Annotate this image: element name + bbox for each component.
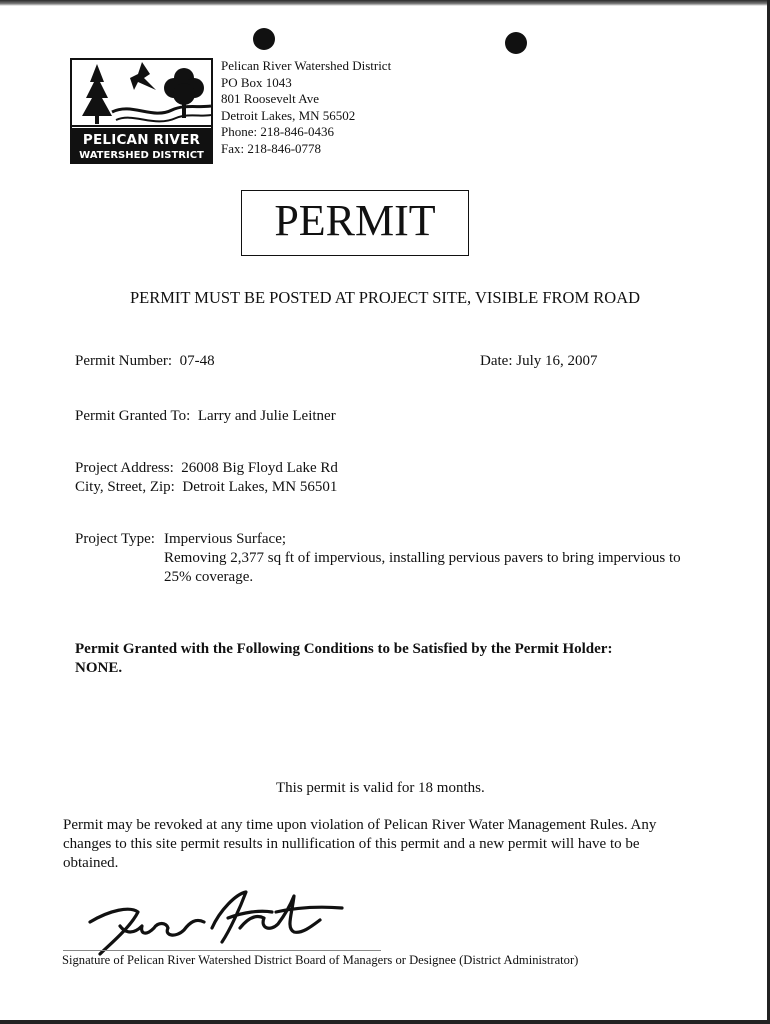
signature-caption: Signature of Pelican River Watershed District Board of Managers or Designee (District Administrator) bbox=[62, 953, 579, 967]
logo-name: PELICAN RIVER bbox=[82, 132, 201, 148]
address-line-fax: Fax: 218-846-0778 bbox=[221, 140, 322, 156]
permit-title-box bbox=[241, 190, 469, 256]
revocation-line-1: Permit may be revoked at any time upon violation of Pelican River Water Management Rules. Any bbox=[63, 817, 657, 833]
page-title: PERMIT bbox=[274, 196, 436, 245]
pelican-icon bbox=[130, 62, 156, 90]
scan-edge-bottom bbox=[0, 1020, 770, 1024]
project-city-row bbox=[75, 479, 337, 496]
conditions-heading: Permit Granted with the Following Conditions to be Satisfied by the Permit Holder: bbox=[75, 641, 613, 657]
address-line-org: Pelican River Watershed District bbox=[221, 58, 392, 73]
logo-artwork bbox=[72, 60, 211, 130]
project-city-label: City, Street, Zip: bbox=[75, 479, 175, 495]
address-line-pobox: PO Box 1043 bbox=[221, 74, 292, 90]
project-type-line-1: Impervious Surface; bbox=[164, 531, 287, 547]
granted-to-value: Larry and Julie Leitner bbox=[197, 408, 336, 424]
granted-to-row bbox=[75, 408, 336, 425]
permit-date-row bbox=[480, 353, 598, 370]
project-type-line-2: Removing 2,377 sq ft of impervious, installing pervious pavers to bring impervious to bbox=[164, 550, 681, 566]
validity-statement: This permit is valid for 18 months. bbox=[276, 780, 485, 796]
conditions-value: NONE. bbox=[75, 660, 123, 676]
project-type-line-3: 25% coverage. bbox=[164, 569, 254, 585]
address-line-street: 801 Roosevelt Ave bbox=[221, 91, 319, 107]
address-line-phone: Phone: 218-846-0436 bbox=[221, 124, 335, 140]
handwritten-signature bbox=[80, 888, 350, 958]
permit-number-row bbox=[75, 353, 215, 370]
granted-to-label: Permit Granted To: bbox=[75, 408, 191, 424]
address-line-city: Detroit Lakes, MN 56502 bbox=[221, 107, 356, 123]
signature-line bbox=[63, 950, 381, 951]
logo-subname: WATERSHED DISTRICT bbox=[79, 150, 204, 161]
project-address-row bbox=[75, 460, 338, 477]
river-icon bbox=[112, 106, 211, 113]
revocation-line-2: changes to this site permit results in nullification of this permit and a new permit will have to be bbox=[63, 836, 640, 852]
permit-date-value: July 16, 2007 bbox=[516, 353, 598, 369]
punch-hole-left bbox=[253, 28, 275, 50]
revocation-line-3: obtained. bbox=[63, 855, 119, 871]
project-type-label: Project Type: bbox=[75, 531, 155, 547]
project-address-label: Project Address: bbox=[75, 460, 174, 476]
scan-edge-top bbox=[0, 0, 770, 6]
project-city-value: Detroit Lakes, MN 56501 bbox=[182, 479, 338, 495]
pine-tree-icon bbox=[82, 64, 112, 116]
project-address-value: 26008 Big Floyd Lake Rd bbox=[181, 460, 338, 476]
watershed-district-logo bbox=[70, 58, 213, 164]
district-address bbox=[221, 58, 391, 158]
punch-hole-right bbox=[505, 32, 527, 54]
permit-number-label: Permit Number: bbox=[75, 353, 173, 369]
posting-notice: PERMIT MUST BE POSTED AT PROJECT SITE, VISIBLE FROM ROAD bbox=[129, 288, 641, 307]
permit-date-label: Date: bbox=[480, 353, 513, 369]
permit-number-value: 07-48 bbox=[179, 353, 215, 369]
